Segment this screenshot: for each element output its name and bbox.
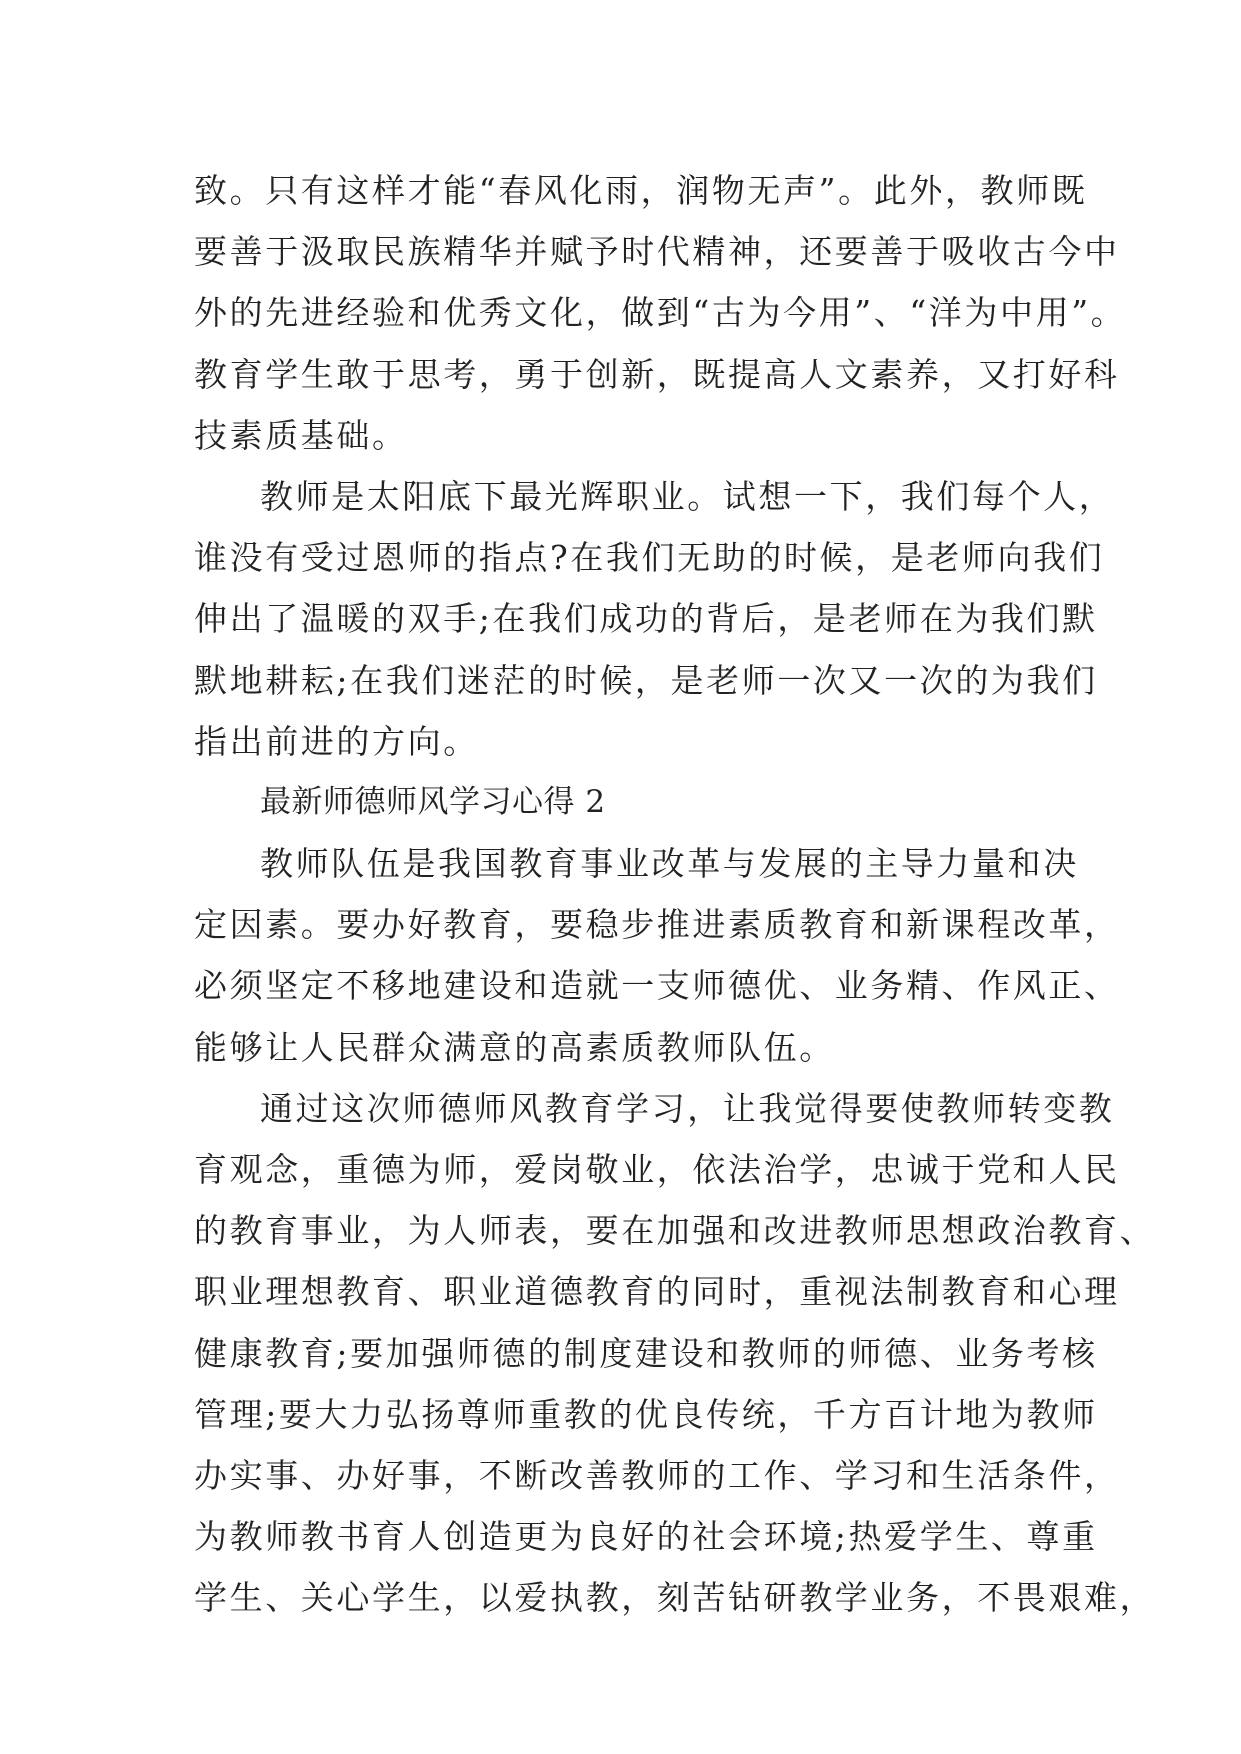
paragraph-line: 伸出了温暖的双手;在我们成功的背后，是老师在为我们默	[194, 599, 1098, 639]
paragraph-line: 职业理想教育、职业道德教育的同时，重视法制教育和心理	[194, 1272, 1120, 1312]
paragraph-1	[194, 160, 1127, 466]
paragraph-line: 外的先进经验和优秀文化，做到“古为今用”、“洋为中用”。	[194, 293, 1127, 333]
paragraph-line: 定因素。要办好教育，要稳步推进素质教育和新课程改革，	[194, 905, 1120, 945]
paragraph-line: 学生、关心学生，以爱执教，刻苦钻研教学业务，不畏艰难，	[194, 1578, 1156, 1618]
section-heading-text: 最新师德师风学习心得 2	[260, 783, 606, 820]
paragraph-line: 谁没有受过恩师的指点?在我们无助的时候，是老师向我们	[194, 538, 1105, 578]
paragraph-line: 必须坚定不移地建设和造就一支师德优、业务精、作风正、	[194, 966, 1120, 1006]
paragraph-line: 教师是太阳底下最光辉职业。试想一下，我们每个人，	[260, 476, 1115, 516]
paragraph-line: 能够让人民群众满意的高素质教师队伍。	[194, 1027, 835, 1067]
paragraph-line: 致。只有这样才能“春风化雨，润物无声”。此外，教师既	[194, 171, 1088, 210]
paragraph-line: 通过这次师德师风教育学习，让我觉得要使教师转变教	[260, 1088, 1115, 1128]
paragraph-line: 默地耕耘;在我们迷茫的时候，是老师一次又一次的为我们	[194, 660, 1098, 700]
paragraph-line: 管理;要大力弘扬尊师重教的优良传统，千方百计地为教师	[194, 1394, 1098, 1434]
paragraph-line: 育观念，重德为师，爱岗敬业，依法治学，忠诚于党和人民	[194, 1150, 1120, 1189]
paragraph-4	[194, 1078, 1156, 1629]
paragraph-line: 技素质基础。	[194, 415, 408, 455]
paragraph-line: 健康教育;要加强师德的制度建设和教师的师德、业务考核	[194, 1333, 1098, 1373]
paragraph-line: 为教师教书育人创造更为良好的社会环境;热爱学生、尊重	[194, 1517, 1098, 1557]
section-heading	[194, 772, 1054, 833]
paragraph-line: 办实事、办好事，不断改善教师的工作、学习和生活条件，	[194, 1455, 1120, 1495]
paragraph-line: 要善于汲取民族精华并赋予时代精神，还要善于吸收古今中	[194, 232, 1120, 272]
paragraph-line: 教育学生敢于思考，勇于创新，既提高人文素养，又打好科	[194, 354, 1120, 394]
paragraph-line: 指出前进的方向。	[194, 721, 479, 761]
paragraph-3	[194, 833, 1120, 1078]
paragraph-line: 教师队伍是我国教育事业改革与发展的主导力量和决	[260, 844, 1079, 884]
paragraph-2	[194, 466, 1115, 772]
document-body	[194, 160, 1156, 1629]
paragraph-line: 的教育事业，为人师表，要在加强和改进教师思想政治教育、	[194, 1211, 1156, 1251]
